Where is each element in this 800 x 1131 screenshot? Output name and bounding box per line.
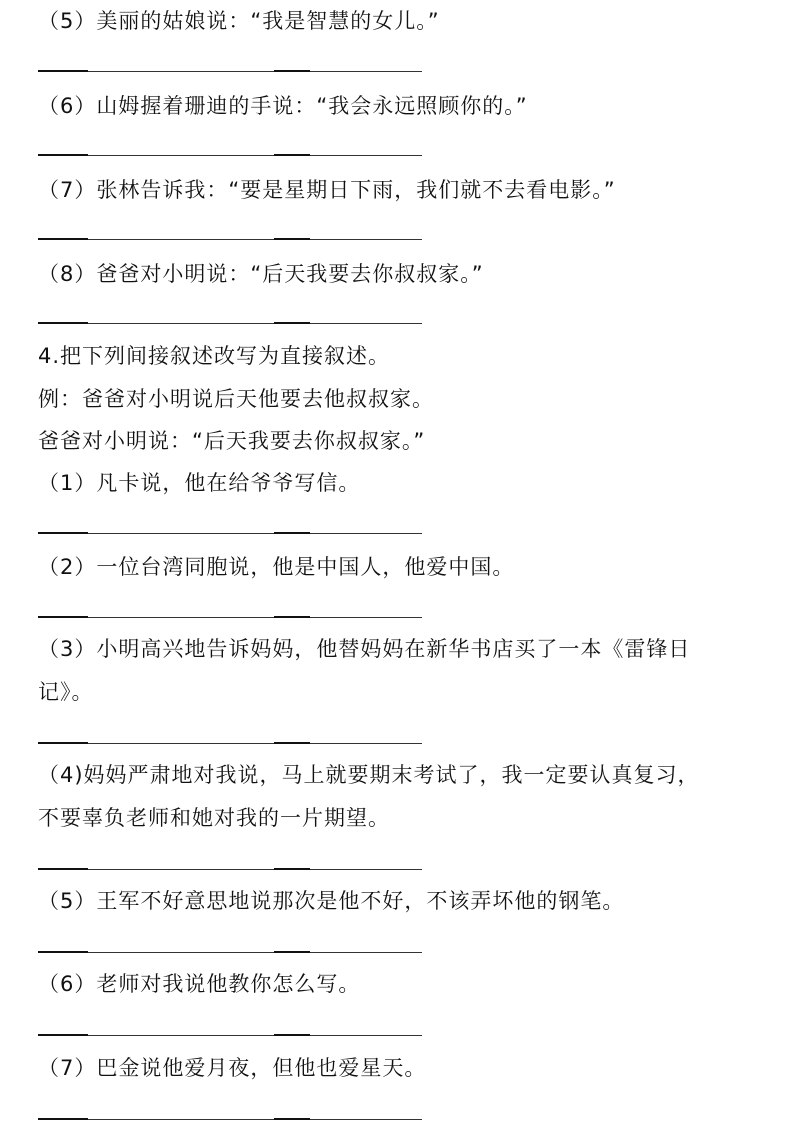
answer-blank[interactable]	[38, 532, 422, 542]
exercise-line: （7）张林告诉我：“要是星期日下雨，我们就不去看电影。”	[38, 178, 616, 202]
answer-blank[interactable]	[38, 322, 422, 332]
exercise-line: （6）山姆握着珊迪的手说：“我会永远照顾你的。”	[38, 94, 528, 118]
exercise-line: （3）小明高兴地告诉妈妈，他替妈妈在新华书店买了一本《雷锋日	[38, 637, 691, 661]
example-line: 例：爸爸对小明说后天他要去他叔叔家。	[38, 387, 434, 411]
exercise-line: （5）美丽的姑娘说：“我是智慧的女儿。”	[38, 9, 440, 33]
exercise-line-continued: 不要辜负老师和她对我的一片期望。	[38, 806, 390, 830]
answer-blank[interactable]	[38, 238, 422, 248]
example-answer: 爸爸对小明说：“后天我要去你叔叔家。”	[38, 429, 426, 453]
answer-blank[interactable]	[38, 1118, 422, 1128]
exercise-line: （5）王军不好意思地说那次是他不好，不该弄坏他的钢笔。	[38, 889, 625, 913]
exercise-line: （2）一位台湾同胞说，他是中国人，他爱中国。	[38, 555, 515, 579]
answer-blank[interactable]	[38, 154, 422, 164]
section-heading: 4.把下列间接叙述改写为直接叙述。	[38, 344, 391, 368]
answer-blank[interactable]	[38, 868, 422, 878]
exercise-line: （1）凡卡说，他在给爷爷写信。	[38, 471, 361, 495]
answer-blank[interactable]	[38, 70, 422, 80]
exercise-line: （8）爸爸对小明说：“后天我要去你叔叔家。”	[38, 262, 484, 286]
exercise-line: （6）老师对我说他教你怎么写。	[38, 972, 361, 996]
answer-blank[interactable]	[38, 1034, 422, 1044]
answer-blank[interactable]	[38, 742, 422, 752]
exercise-line: （7）巴金说他爱月夜，但他也爱星天。	[38, 1056, 427, 1080]
answer-blank[interactable]	[38, 951, 422, 961]
answer-blank[interactable]	[38, 616, 422, 626]
exercise-line: （4)妈妈严肃地对我说，马上就要期末考试了，我一定要认真复习，	[38, 763, 700, 787]
exercise-line-continued: 记》。	[38, 680, 94, 704]
